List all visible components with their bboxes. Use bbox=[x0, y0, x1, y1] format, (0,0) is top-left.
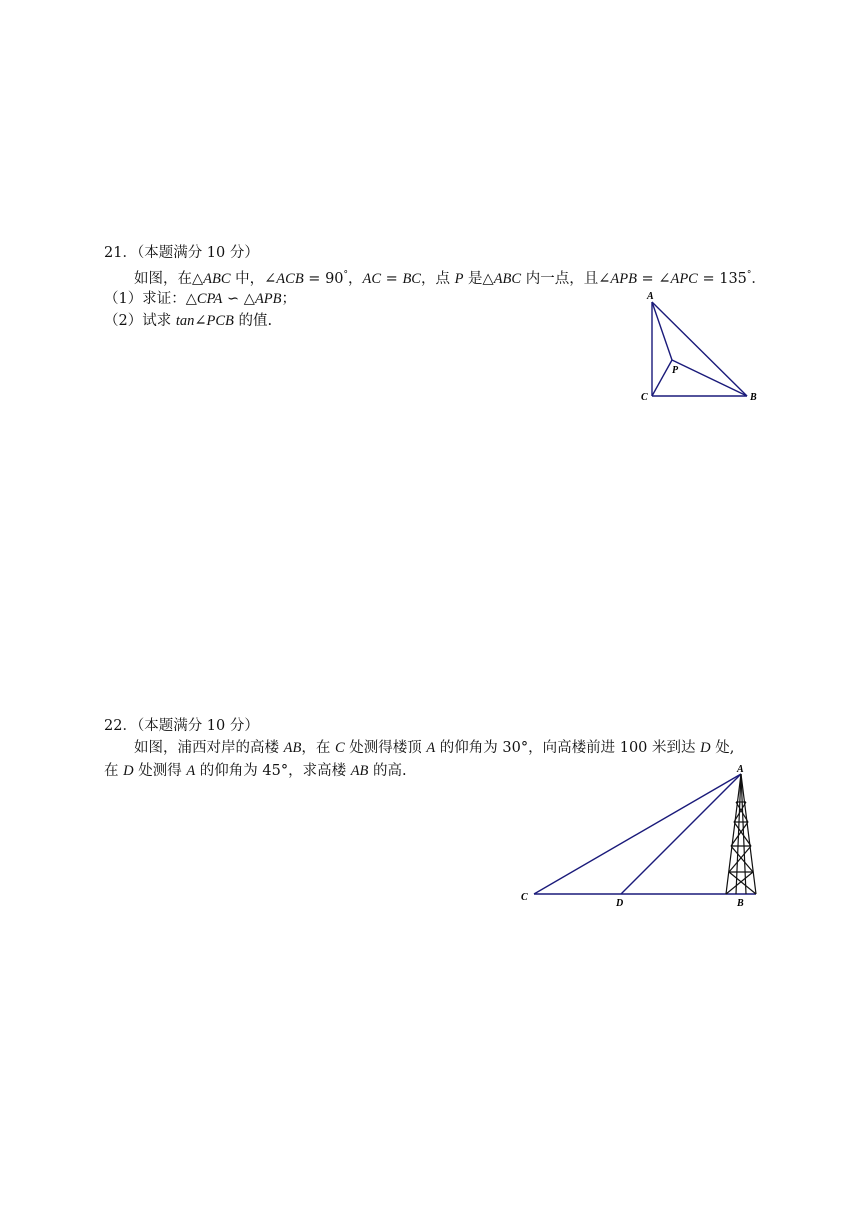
stem-math: C bbox=[334, 740, 345, 756]
label-c: C bbox=[641, 392, 648, 403]
problem-21-figure bbox=[630, 285, 770, 410]
stem-text: = bbox=[381, 270, 403, 287]
problem-21-points: （本题满分 10 分） bbox=[136, 245, 259, 261]
problem-22-line-2 bbox=[104, 762, 407, 780]
stem-math: ABC bbox=[203, 270, 231, 287]
tower-icon bbox=[726, 774, 756, 894]
stem-math: ABC bbox=[493, 270, 522, 287]
stem-math: ∠ACB bbox=[264, 270, 304, 287]
sight-line-da bbox=[621, 774, 741, 894]
part-math: tan∠PCB bbox=[175, 313, 234, 329]
stem-text: 在 bbox=[104, 763, 124, 779]
stem-text: 处测得楼顶 bbox=[344, 740, 427, 756]
stem-math: D bbox=[700, 740, 711, 756]
label-c: C bbox=[521, 892, 528, 903]
stem-math: ∠APC bbox=[658, 270, 698, 287]
stem-text: ． bbox=[751, 270, 766, 287]
problem-21-header bbox=[104, 244, 259, 262]
stem-text: 的仰角为 45°，求高楼 bbox=[195, 763, 351, 779]
stem-text: 是△ bbox=[463, 270, 494, 287]
stem-text: = bbox=[636, 270, 659, 287]
stem-degree: ° bbox=[746, 270, 752, 280]
stem-math: A bbox=[426, 740, 436, 756]
stem-text: 的仰角为 30°，向高楼前进 100 米到达 bbox=[435, 740, 701, 756]
part-text: （1）求证：△ bbox=[104, 291, 197, 307]
problem-22-header bbox=[104, 717, 259, 735]
stem-math: BC bbox=[402, 270, 421, 287]
stem-math: A bbox=[186, 763, 196, 779]
stem-text: 中， bbox=[230, 270, 265, 287]
part-text: 的值. bbox=[233, 313, 273, 329]
label-b: B bbox=[737, 898, 744, 909]
stem-text: ，点 bbox=[420, 270, 455, 287]
stem-math: AC bbox=[362, 270, 382, 287]
problem-22-line-1 bbox=[134, 739, 734, 757]
label-a: A bbox=[737, 764, 744, 775]
segment-cp bbox=[652, 360, 672, 396]
problem-21-part-1 bbox=[104, 290, 296, 308]
stem-math: D bbox=[123, 763, 134, 779]
part-text: ； bbox=[281, 291, 297, 307]
part-math: APB bbox=[254, 291, 282, 307]
stem-text: = 90 bbox=[303, 270, 344, 287]
stem-text: 处, bbox=[710, 740, 735, 756]
part-text: ∽ △ bbox=[222, 291, 255, 307]
segment-ap bbox=[652, 302, 672, 360]
segment-ab bbox=[652, 302, 747, 396]
stem-text: 的高. bbox=[368, 763, 407, 779]
stem-math: AB bbox=[283, 740, 302, 756]
stem-degree: ° bbox=[343, 270, 349, 280]
stem-text: ， bbox=[348, 270, 363, 287]
problem-22-figure bbox=[515, 762, 765, 912]
stem-math: ∠APB bbox=[598, 270, 637, 287]
label-d: D bbox=[616, 898, 624, 909]
stem-text: 如图，浦西对岸的高楼 bbox=[134, 740, 284, 756]
segment-bp bbox=[672, 360, 747, 396]
label-p: P bbox=[672, 365, 679, 376]
stem-text: 如图，在△ bbox=[134, 270, 204, 287]
stem-math: AB bbox=[350, 763, 369, 779]
stem-text: 内一点，且 bbox=[521, 270, 599, 287]
stem-text: 处测得 bbox=[133, 763, 187, 779]
part-text: （2）试求 bbox=[104, 313, 176, 329]
sight-line-ca bbox=[534, 774, 741, 894]
stem-text: ，在 bbox=[301, 740, 335, 756]
problem-22-number: 22． bbox=[104, 718, 137, 734]
problem-22-points: （本题满分 10 分） bbox=[136, 718, 259, 734]
part-math: CPA bbox=[196, 291, 223, 307]
stem-math: P bbox=[454, 270, 464, 287]
problem-21-part-2 bbox=[104, 312, 272, 330]
stem-text: = 135 bbox=[697, 270, 747, 287]
label-a: A bbox=[647, 291, 654, 302]
problem-21-number: 21． bbox=[104, 245, 137, 261]
label-b: B bbox=[750, 392, 757, 403]
